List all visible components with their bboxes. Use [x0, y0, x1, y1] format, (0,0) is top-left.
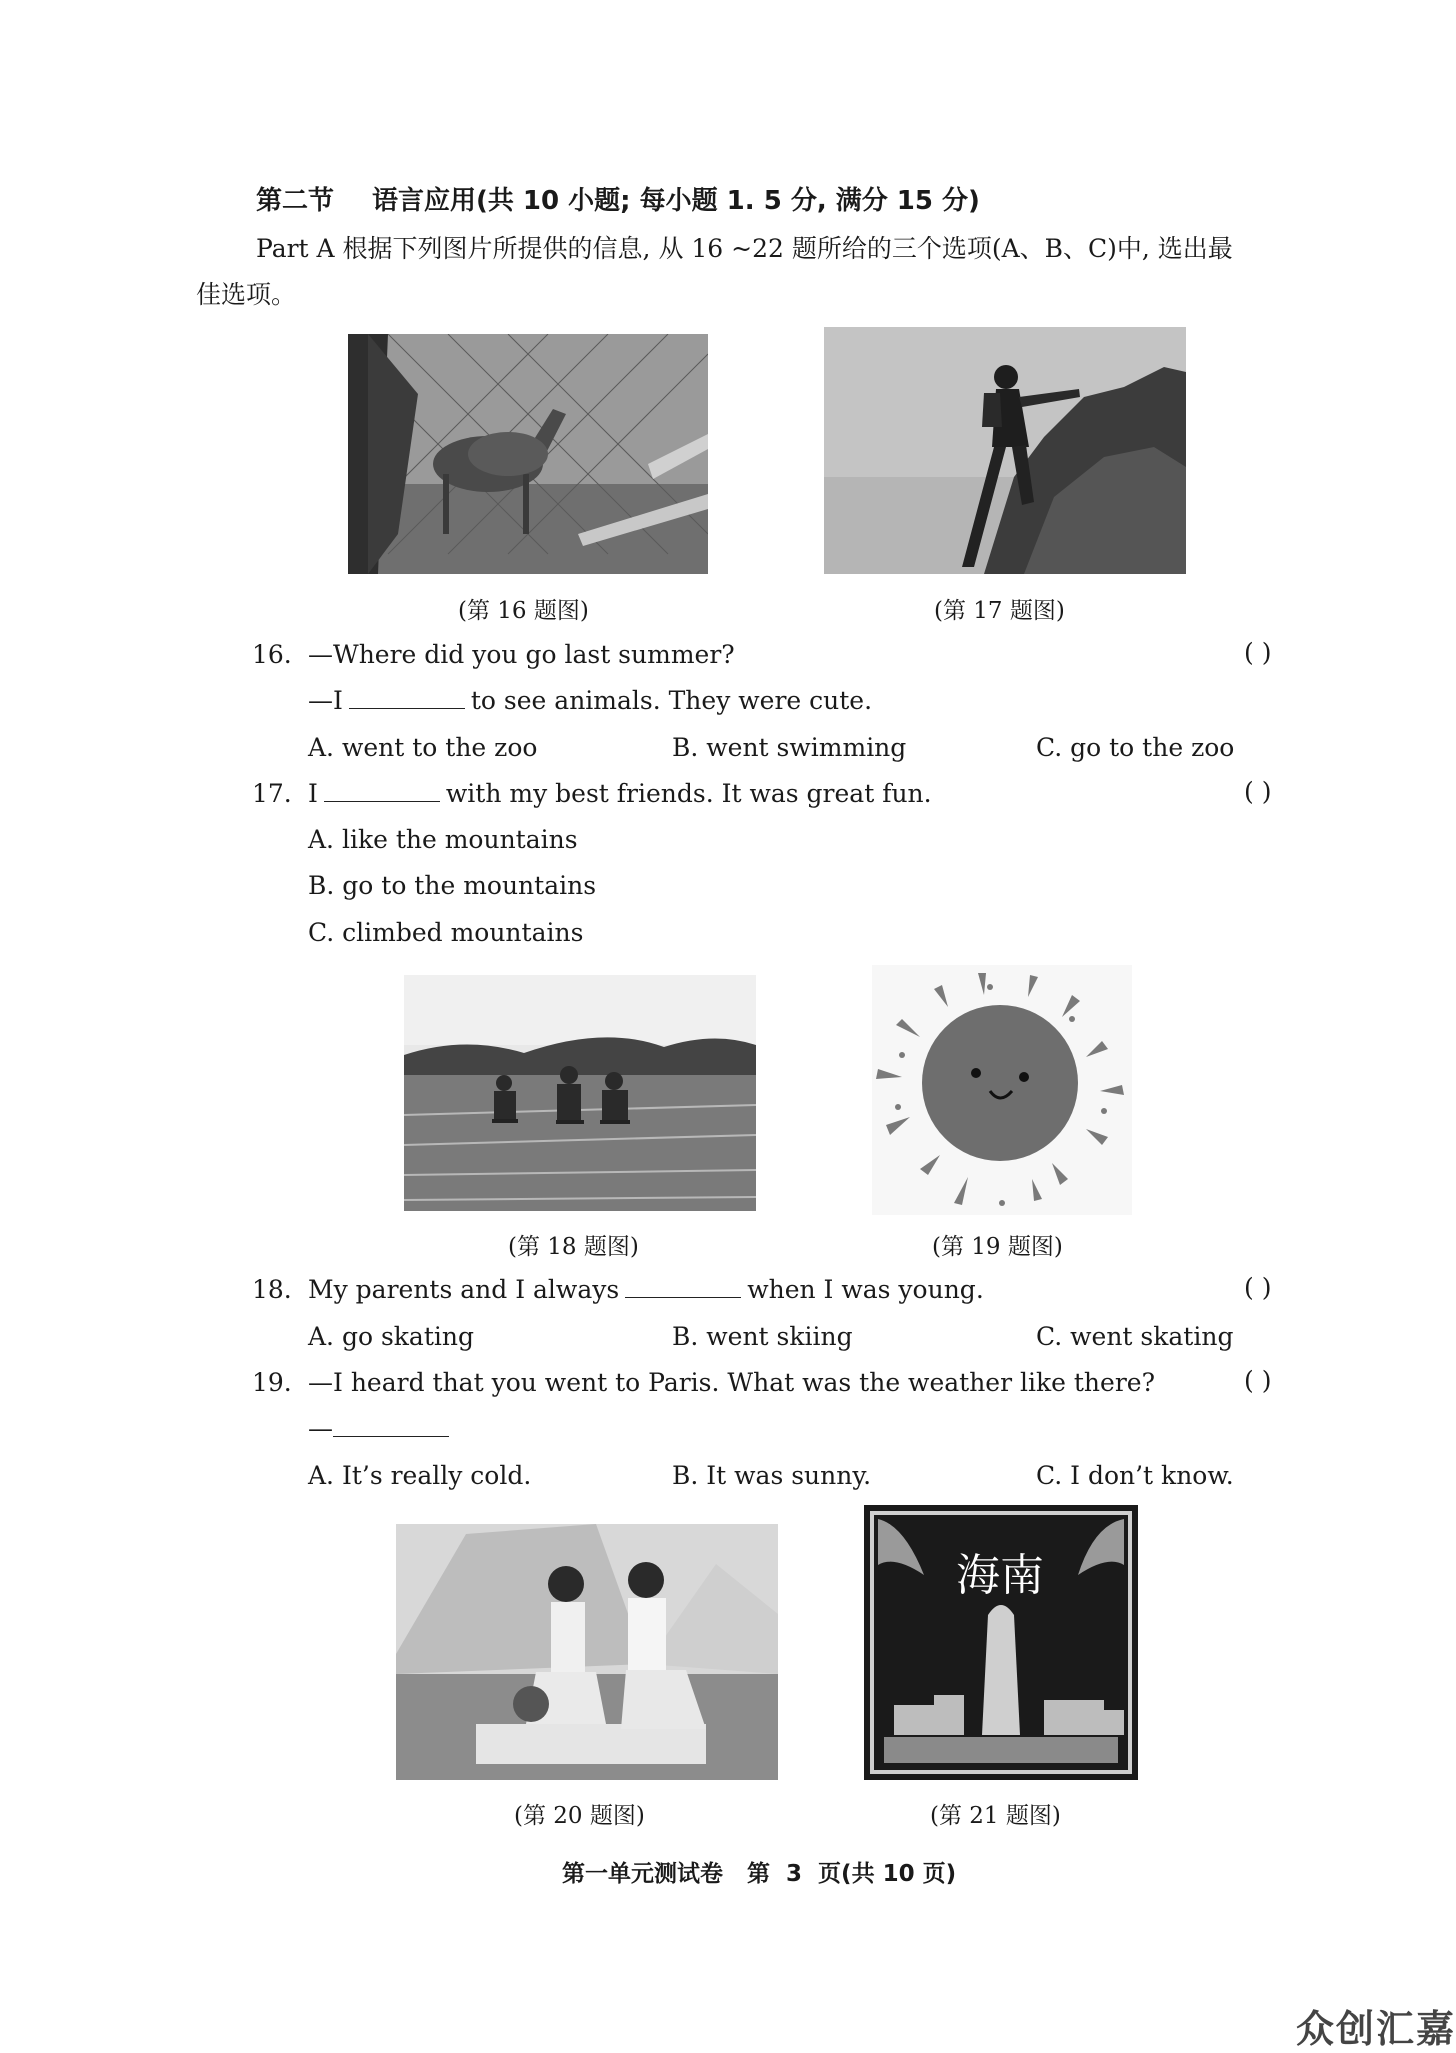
- q17-option-c[interactable]: C. climbed mountains: [308, 918, 584, 947]
- q17-question-start: I: [308, 779, 318, 808]
- section-subtitle: 语言应用(共 10 小题; 每小题 1. 5 分, 满分 15 分): [372, 186, 980, 216]
- part-a-instruction-cont: 佳选项。: [196, 280, 297, 309]
- q17-number: 17.: [252, 779, 292, 808]
- q16-response-end: to see animals. They were cute.: [470, 686, 873, 715]
- q18-question-start: My parents and I always: [308, 1275, 620, 1304]
- figure-17-caption: (第 17 题图): [934, 598, 1065, 624]
- q16-option-b[interactable]: B. went swimming: [672, 733, 907, 762]
- q17-blank[interactable]: [324, 777, 440, 802]
- picnic-image: [396, 1524, 778, 1780]
- section-title: 第二节: [256, 186, 335, 216]
- q16-number: 16.: [252, 640, 292, 669]
- q18-question: [308, 1273, 984, 1307]
- q17-question: [308, 777, 932, 811]
- figure-18-caption: (第 18 题图): [508, 1234, 639, 1260]
- q18-blank[interactable]: [625, 1273, 741, 1298]
- q16-blank[interactable]: [349, 684, 465, 709]
- q19-answer-box[interactable]: ( ): [1244, 1366, 1272, 1395]
- skating-image: [404, 975, 756, 1211]
- q17-option-a[interactable]: A. like the mountains: [308, 825, 578, 854]
- q18-number: 18.: [252, 1275, 292, 1304]
- q16-response: [308, 684, 872, 718]
- q19-response-dash: —: [308, 1414, 333, 1443]
- q18-option-b[interactable]: B. went skiing: [672, 1322, 853, 1351]
- q16-response-start: —I: [308, 686, 343, 715]
- hainan-sign-text: 海南: [956, 1550, 1044, 1601]
- q18-answer-box[interactable]: ( ): [1244, 1273, 1272, 1302]
- q17-option-b[interactable]: B. go to the mountains: [308, 871, 597, 900]
- q18-option-a[interactable]: A. go skating: [308, 1322, 474, 1351]
- sun-image: [872, 965, 1132, 1215]
- q16-option-a[interactable]: A. went to the zoo: [308, 733, 538, 762]
- hainan-poster: [864, 1505, 1138, 1780]
- climber-image: [824, 327, 1186, 574]
- q16-option-c[interactable]: C. go to the zoo: [1036, 733, 1235, 762]
- q17-answer-box[interactable]: ( ): [1244, 777, 1272, 806]
- deer-image: [348, 334, 708, 574]
- q19-question: —I heard that you went to Paris. What was the weather like there?: [308, 1368, 1155, 1397]
- q16-answer-box[interactable]: ( ): [1244, 638, 1272, 667]
- q17-question-end: with my best friends. It was great fun.: [445, 779, 932, 808]
- figure-20-caption: (第 20 题图): [514, 1803, 645, 1829]
- figure-19-caption: (第 19 题图): [932, 1234, 1063, 1260]
- q19-option-c[interactable]: C. I don’t know.: [1036, 1461, 1234, 1490]
- watermark-logo: 众创汇嘉: [1296, 2007, 1456, 2051]
- q16-question: —Where did you go last summer?: [308, 640, 735, 669]
- page-footer: 第一单元测试卷 第 3 页(共 10 页): [562, 1861, 957, 1887]
- q18-question-end: when I was young.: [747, 1275, 984, 1304]
- q19-blank[interactable]: [333, 1412, 449, 1437]
- part-a-instruction: Part A 根据下列图片所提供的信息, 从 16 ~22 题所给的三个选项(A、B、C)中, 选出最: [256, 234, 1233, 263]
- q19-response: [308, 1412, 455, 1446]
- q19-option-a[interactable]: A. It’s really cold.: [308, 1461, 532, 1490]
- figure-16-caption: (第 16 题图): [458, 598, 589, 624]
- figure-21-caption: (第 21 题图): [930, 1803, 1061, 1829]
- q18-option-c[interactable]: C. went skating: [1036, 1322, 1234, 1351]
- q19-number: 19.: [252, 1368, 292, 1397]
- q19-option-b[interactable]: B. It was sunny.: [672, 1461, 872, 1490]
